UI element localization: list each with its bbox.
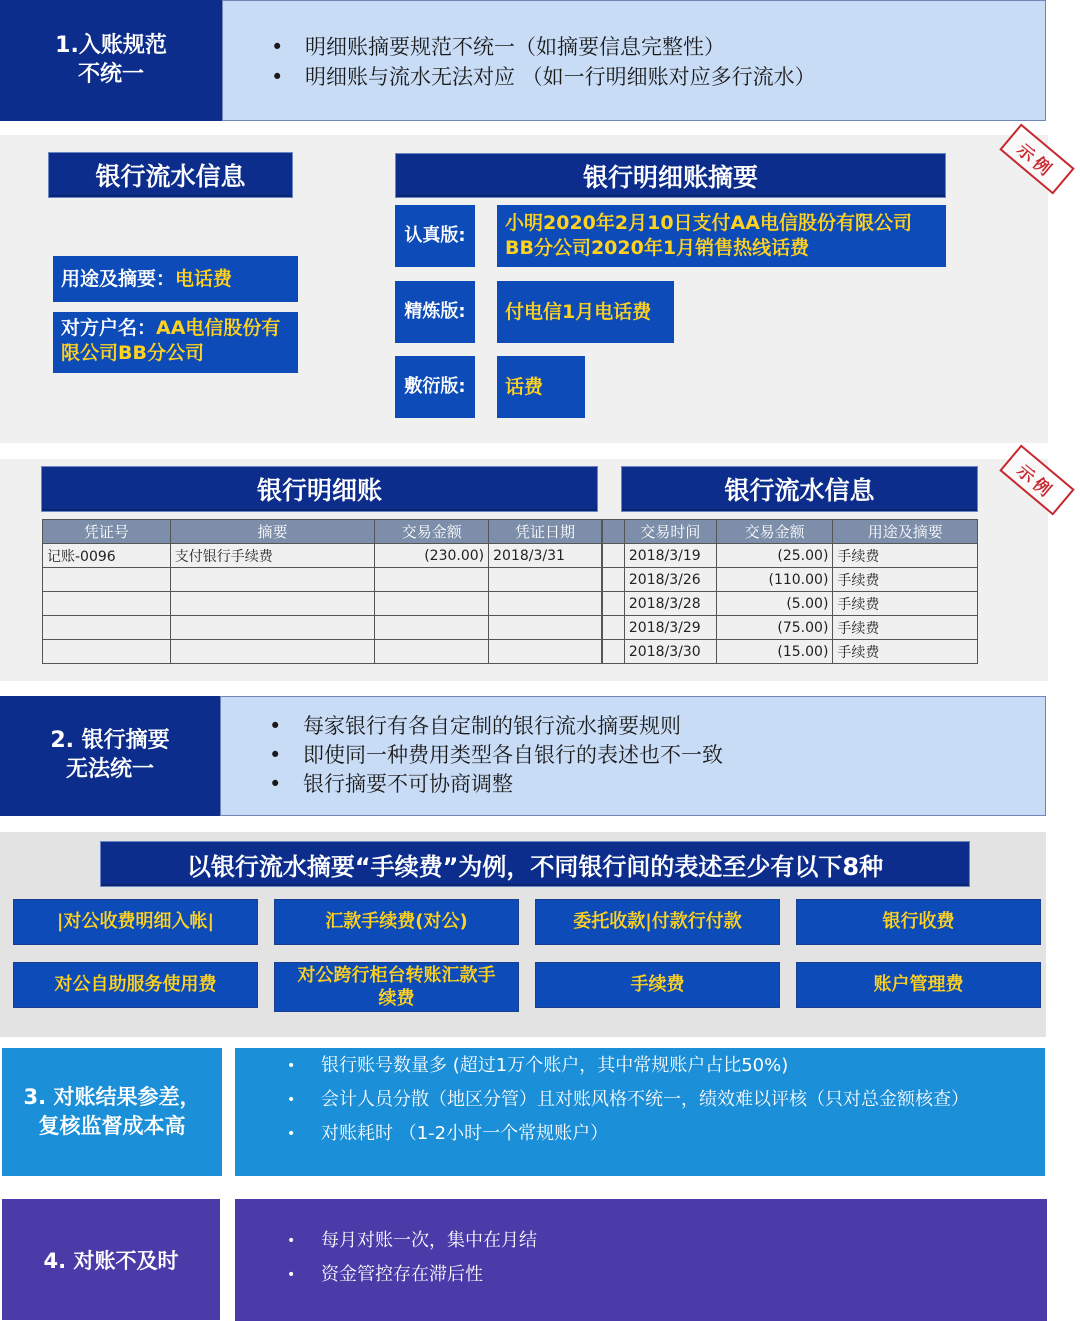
flow-cell: 手续费 [833,544,978,568]
flow-cell: (5.00) [716,592,833,616]
table-row [43,592,602,616]
table-row [43,616,602,640]
ledger-cell [170,616,375,640]
section-3-bullet: • 银行账号数量多 (超过1万个账户，其中常规账户占比50%) [287,1053,1015,1079]
version-value-concise: 付电信1月电话费 [497,281,674,343]
flow-cell: 2018/3/30 [624,640,716,664]
flow-col-header: 交易金额 [716,520,833,544]
flow-spacer-cell [603,544,625,568]
section-3-label: 3. 对账结果参差， 复核监督成本高 [2,1048,222,1176]
flow-header-row [603,520,978,544]
bank-flow-header-2: 银行流水信息 [621,466,978,512]
ledger-cell [375,640,489,664]
flow-spacer-cell [603,616,625,640]
section-4-bullet: • 资金管控存在滞后性 [287,1262,1017,1288]
ledger-cell [170,592,375,616]
flow-spacer-cell [603,568,625,592]
flow-table [602,519,978,664]
example-stamp: 示例 [999,123,1074,194]
table-row [603,592,978,616]
section-4-bullet: • 每月对账一次，集中在月结 [287,1228,1017,1254]
fee-label: 委托收款|付款行付款 [535,899,780,945]
ledger-cell [489,568,602,592]
table-row [43,568,602,592]
purpose-box [53,256,298,302]
flow-spacer-cell [603,640,625,664]
fee-label: 银行收费 [796,899,1041,945]
flow-cell: (75.00) [716,616,833,640]
ledger-cell [43,568,171,592]
fee-label: 对公跨行柜台转账汇款手续费 [274,962,519,1012]
fee-label: |对公收费明细入帐| [13,899,258,945]
section-2-bullet: • 即使同一种费用类型各自银行的表述也不一致 [269,741,1045,770]
section-4-panel [235,1199,1047,1321]
version-label-concise: 精炼版: [395,281,475,343]
ledger-cell: (230.00) [375,544,489,568]
ledger-col-header: 摘要 [170,520,375,544]
fee-examples-title: 以银行流水摘要“手续费”为例，不同银行间的表述至少有以下8种 [100,841,970,887]
ledger-summary-header: 银行明细账摘要 [395,153,946,198]
flow-col-header: 用途及摘要 [833,520,978,544]
ledger-cell [489,616,602,640]
counterparty-label: 对方户名： [61,317,157,339]
ledger-cell: 支付银行手续费 [170,544,375,568]
ledger-table [42,519,602,664]
flow-cell: 2018/3/29 [624,616,716,640]
section-2-bullet: • 每家银行有各自定制的银行流水摘要规则 [269,712,1045,741]
ledger-cell: 2018/3/31 [489,544,602,568]
ledger-cell: 记账-0096 [43,544,171,568]
version-value-careful: 小明2020年2月10日支付AA电信股份有限公司BB分公司2020年1月销售热线话费 [497,205,946,267]
section-3-bullet: • 会计人员分散（地区分管）且对账风格不统一，绩效难以评核（只对总金额核查） [287,1087,1015,1113]
bank-flow-header: 银行流水信息 [48,152,293,198]
ledger-cell [375,592,489,616]
table-row [603,568,978,592]
section-3-bullet: • 对账耗时 （1-2小时一个常规账户） [287,1121,1015,1147]
ledger-header-row [43,520,602,544]
section-4-label: 4. 对账不及时 [2,1199,220,1320]
flow-cell: 2018/3/26 [624,568,716,592]
table-row [43,544,602,568]
flow-cell: 手续费 [833,616,978,640]
version-label-careful: 认真版: [395,205,475,267]
table-row [603,616,978,640]
ledger-col-header: 凭证日期 [489,520,602,544]
flow-cell: (25.00) [716,544,833,568]
counterparty-box [53,312,298,373]
flow-cell: 手续费 [833,568,978,592]
ledger-col-header: 凭证号 [43,520,171,544]
section-1-label: 1.入账规范 不统一 [0,0,222,121]
flow-col-header: 交易时间 [624,520,716,544]
ledger-cell [489,592,602,616]
ledger-cell [43,616,171,640]
flow-spacer-cell [603,592,625,616]
section-3-panel [235,1048,1045,1176]
ledger-cell [43,640,171,664]
ledger-cell [489,640,602,664]
flow-cell: (110.00) [716,568,833,592]
version-label-sloppy: 敷衍版: [395,356,475,418]
ledger-cell [170,640,375,664]
ledger-cell [170,568,375,592]
counterparty-value: AA电信股份有限公司BB分公司 [61,317,281,364]
fee-label: 手续费 [535,962,780,1008]
section-2-label: 2. 银行摘要 无法统一 [0,696,220,816]
ledger-cell [375,568,489,592]
flow-cell: (15.00) [716,640,833,664]
flow-cell: 手续费 [833,640,978,664]
flow-cell: 2018/3/28 [624,592,716,616]
flow-cell: 手续费 [833,592,978,616]
section-1-bullet: • 明细账摘要规范不统一（如摘要信息完整性） [271,32,1045,62]
flow-spacer-cell [603,520,625,544]
fee-label: 账户管理费 [796,962,1041,1008]
section-1-bullet: • 明细账与流水无法对应 （如一行明细账对应多行流水） [271,62,1045,92]
purpose-label: 用途及摘要： [61,267,176,290]
purpose-value: 电话费 [175,267,233,290]
fee-label: 汇款手续费(对公) [274,899,519,945]
bank-ledger-header: 银行明细账 [41,466,598,512]
table-row [43,640,602,664]
fee-label: 对公自助服务使用费 [13,962,258,1008]
version-value-sloppy: 话费 [497,356,585,418]
example-stamp: 示例 [999,444,1074,515]
table-row [603,640,978,664]
ledger-col-header: 交易金额 [375,520,489,544]
section-1-panel [222,0,1046,121]
table-row [603,544,978,568]
ledger-cell [43,592,171,616]
flow-cell: 2018/3/19 [624,544,716,568]
ledger-cell [375,616,489,640]
section-2-bullet: • 银行摘要不可协商调整 [269,770,1045,799]
section-2-panel [220,696,1046,816]
